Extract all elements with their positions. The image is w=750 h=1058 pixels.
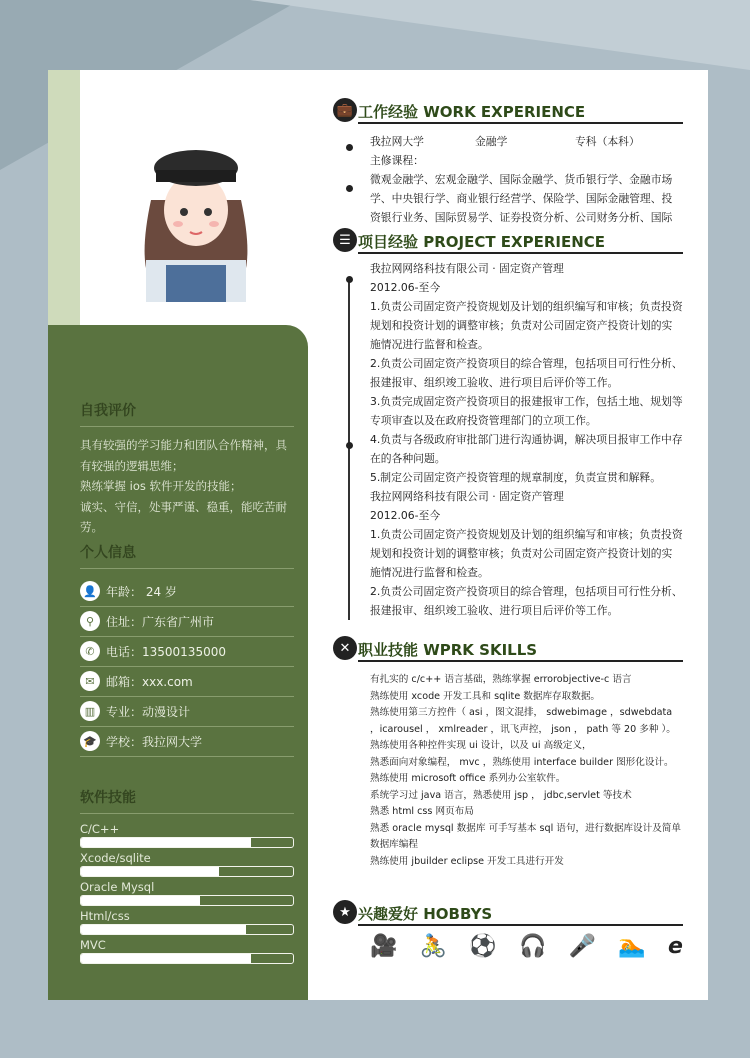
section-title: 项目经验 PROJECT EXPERIENCE [358,232,606,251]
skill-name: C/C++ [80,821,120,836]
skill-progress-bar [80,837,294,848]
info-school [80,727,294,757]
skill-line: 熟悉 oracle mysql 数据库 可手写基本 sql 语句，进行数据库设计及简单数据库编程 [370,822,682,850]
project-line: 5.制定公司固定资产投资管理的规章制度，负责宣贯和解释。 [370,471,662,484]
resume-page [48,70,708,1000]
section-title: 工作经验 WORK EXPERIENCE [358,102,586,121]
left-panel [48,325,308,1000]
courses-text: 微观金融学、宏观金融学、国际金融学、货币银行学、金融市场学、中央银行学、商业银行经营学、保险学、国际金融管理、投资银行业务、国际贸易学、证券投资分析、公司财务分析、国际 [370,173,673,224]
skill-line: 熟悉 html css 网页布局 [370,806,474,817]
location-icon: ⚲ [80,611,100,631]
info-major [80,697,294,727]
self-eval-heading: 自我评价 [80,400,294,427]
project-line: 我拉网网络科技有限公司 · 固定资产管理 [370,490,564,503]
project-text [338,259,683,620]
soccer-icon: ⚽ [469,934,497,959]
skill-line: 系统学习过 java 语言，熟悉使用 jsp ， jdbc,servlet 等技术 [370,789,632,801]
info-age [80,577,294,607]
skill-progress-fill [81,838,251,847]
skill-line: 熟练使用各种控件实现 ui 设计，以及 ui 高级定义， [370,740,592,751]
skill-line: 熟练使用 microsoft office 系列办公室软件。 [370,773,566,784]
skill-name: Oracle Mysql [80,879,155,894]
user-icon: 👤 [80,581,100,601]
section-title: 职业技能 WPRK SKILLS [358,640,538,659]
book-icon: ▥ [80,701,100,721]
skill-name: MVC [80,937,106,952]
skill-line: 熟悉面向对象编程， mvc ，熟练使用 interface builder 图形化设计。 [370,756,674,768]
timeline-dot [346,442,353,449]
work-experience-section [338,100,683,227]
skill-progress-bar [80,895,294,906]
hobby-icons [338,926,683,959]
mail-icon: ✉ [80,671,100,691]
info-email [80,667,294,697]
info-text: 年龄： 24 岁 [106,584,177,599]
skill-progress-fill [81,954,251,963]
skill-progress-bar [80,953,294,964]
major: 金融学 [475,135,508,148]
internet-explorer-icon: e [668,934,683,959]
skill-line: 有扎实的 c/c++ 语言基础，熟练掌握 errorobjective-c 语言 [370,674,632,685]
microphone-icon: 🎤 [568,934,597,959]
self-eval-line: 诚实、守信，处事严谨、稳重，能吃苦耐劳。 [80,499,287,534]
project-line: 2012.06-至今 [370,281,441,294]
self-eval-line: 具有较强的学习能力和团队合作精神，具有较强的逻辑思维； [80,438,287,473]
skill-progress-fill [81,925,246,934]
skill-line: 熟练使用 jbuilder eclipse 开发工具进行开发 [370,855,564,867]
phone-icon: ✆ [80,641,100,661]
graduation-cap-icon: 🎓 [80,731,100,751]
skill-progress-bar [80,866,294,877]
sliders-icon: ☰ [333,228,357,252]
tools-icon: ✕ [333,636,357,660]
skill-line: 熟练使用第三方控件（ asi ，图文混排， sdwebimage ，sdwebdata ，icarousel ， xmlreader ，讯飞声控， json ， path 等 20 多种 ）。 [370,707,676,735]
project-line: 2012.06-至今 [370,509,441,522]
project-line: 我拉网网络科技有限公司 · 固定资产管理 [370,262,564,275]
project-line: 1.负责公司固定资产投资规划及计划的组织编写和审核；负责投资规划和投资计划的调整审核；负责对公司固定资产投资计划的实施情况进行监督和检查。 [370,528,683,579]
skills-text [338,672,683,870]
skill-progress-fill [81,896,200,905]
email-link[interactable]: 邮箱：xxx.com [106,674,193,689]
project-line: 2.负责公司固定资产投资项目的综合管理，包括项目可行性分析、报建报审、组织竣工验收、进行项目后评价等工作。 [370,585,683,617]
timeline-line [348,280,350,620]
hd-camera-icon: 🎥 [370,934,398,959]
skills-section [338,638,683,870]
skill-progress-bar [80,924,294,935]
school: 我拉网大学 [370,135,424,148]
bullet-dot [346,144,353,151]
info-text: 住址：广东省广州市 [106,614,215,629]
project-line: 2.负责公司固定资产投资项目的综合管理，包括项目可行性分析、报建报审、组织竣工验收、进行项目后评价等工作。 [370,357,683,389]
cycling-icon: 🚴 [419,934,448,959]
info-phone [80,637,294,667]
project-line: 4.负责与各级政府审批部门进行沟通协调，解决项目报审工作中存在的各种问题。 [370,433,683,465]
degree: 专科（本科） [575,135,640,148]
info-text: 学校：我拉网大学 [106,734,203,749]
hobbys-section [338,902,683,959]
skill-name: Xcode/sqlite [80,850,151,865]
software-skills-heading: 软件技能 [80,787,294,814]
avatar-illustration [126,130,266,302]
skill-progress-fill [81,867,219,876]
project-experience-section [338,230,683,620]
briefcase-icon: 💼 [333,98,357,122]
bullet-dot [346,185,353,192]
timeline-dot [346,276,353,283]
skill-line: 熟练使用 xcode 开发工具和 sqlite 数据库存取数据。 [370,690,601,702]
swimming-icon: 🏊 [618,934,646,959]
project-line: 3.负责完成固定资产投资项目的报建报审工作，包括土地、规划等专项审查以及在政府投资管理部门的立项工作。 [370,395,683,427]
accent-stripe [48,70,80,325]
education-row [338,132,683,151]
courses-label: 主修课程： [370,154,424,167]
skill-name: Html/css [80,908,130,923]
star-icon: ★ [333,900,357,924]
personal-info-heading: 个人信息 [80,542,294,569]
software-skills-list [80,822,294,964]
headphones-icon: 🎧 [519,934,547,959]
project-line: 1.负责公司固定资产投资规划及计划的组织编写和审核；负责投资规划和投资计划的调整审核；负责对公司固定资产投资计划的实施情况进行监督和检查。 [370,300,683,351]
background-shape [250,0,750,70]
self-eval-line: 熟练掌握 ios 软件开发的技能； [80,479,242,493]
info-text: 专业：动漫设计 [106,704,191,719]
info-address [80,607,294,637]
section-title: 兴趣爱好 HOBBYS [358,904,493,923]
info-text: 电话：13500135000 [106,644,226,659]
